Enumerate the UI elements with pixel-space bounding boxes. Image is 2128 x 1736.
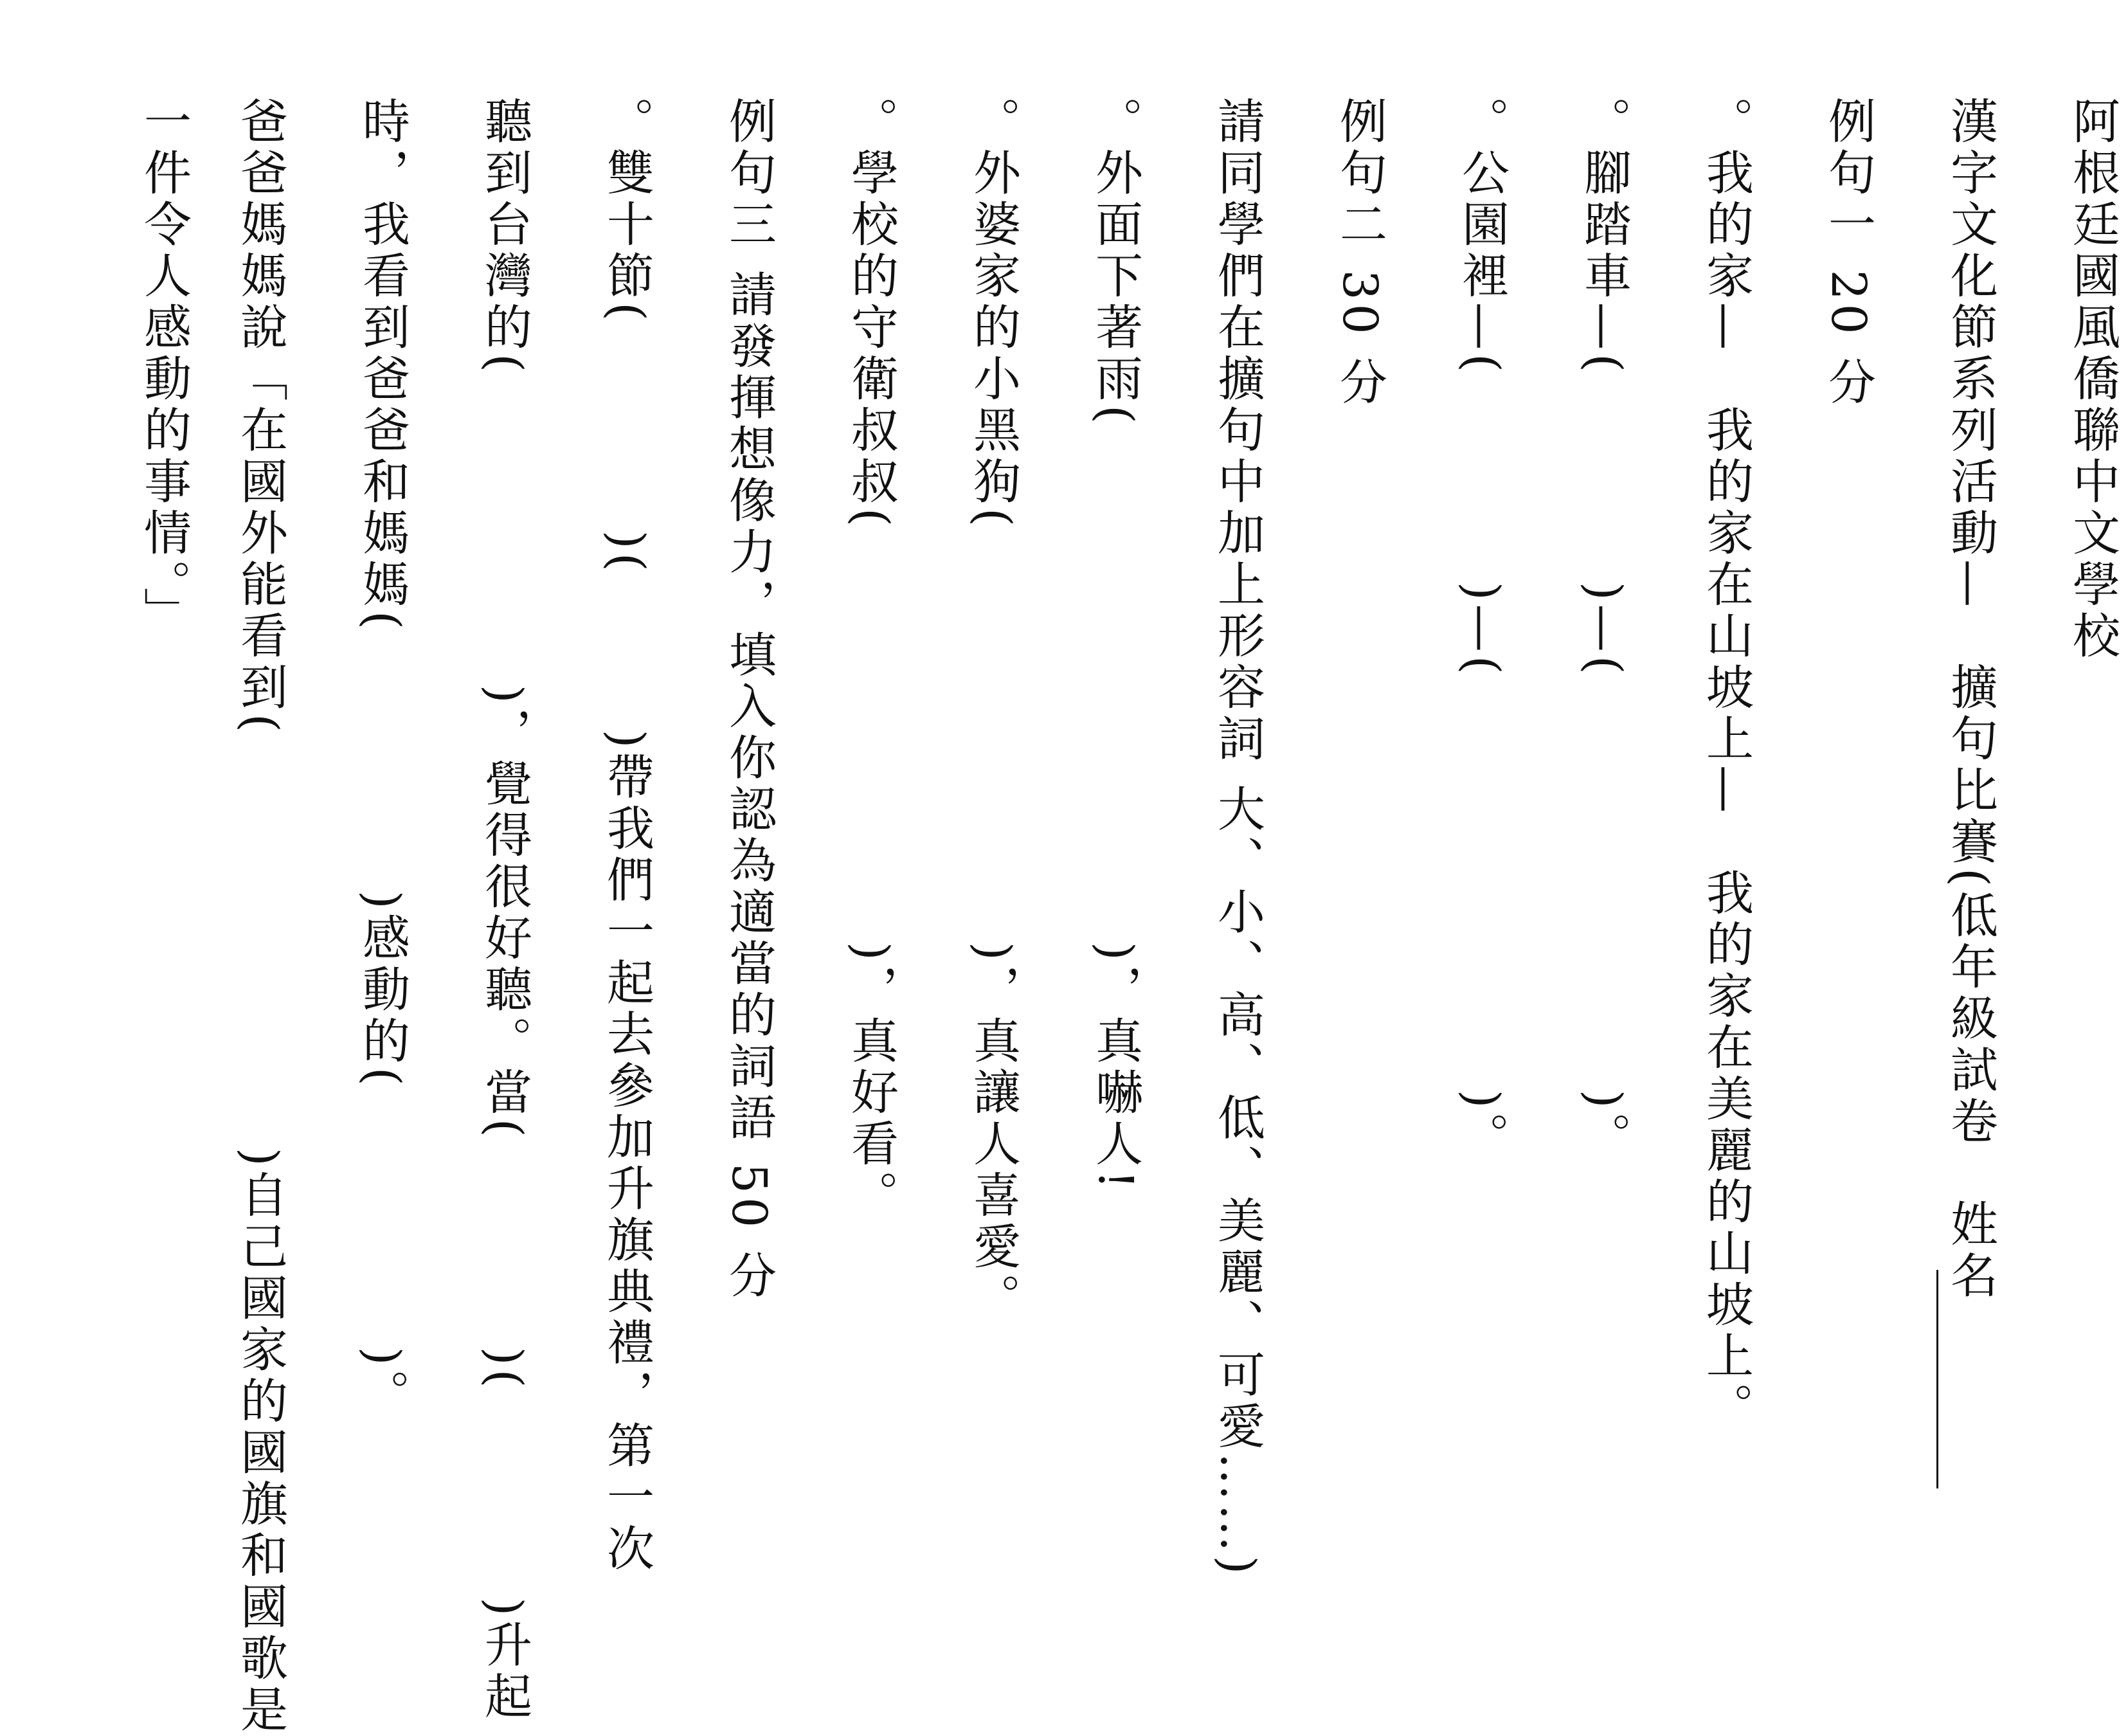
column-text: 聽到台灣的( )，覺得很好聽。當( )( )升起 — [477, 96, 532, 1723]
column-text: 。雙十節( )( )帶我們一起去參加升旗典禮，第一次 — [599, 96, 654, 1575]
column-text: 漢字文化節系列活動— 擴句比賽(低年級試卷 姓名 — [1943, 96, 1998, 1302]
column-text: 例句一 20 分 — [1821, 96, 1876, 409]
column-text: 時，我看到爸爸和媽媽( )感動的( )。 — [355, 96, 410, 1421]
section-heading-example-3 — [701, 96, 797, 1543]
passage-line — [334, 96, 431, 1543]
question-item — [1556, 96, 1652, 1543]
section-heading-example-2 — [1312, 96, 1408, 1543]
question-item — [945, 96, 1041, 1543]
question-item — [1434, 96, 1530, 1543]
column-text: 。我的家— 我的家在山坡上— 我的家在美麗的山坡上。 — [1699, 96, 1754, 1434]
column-text: 請同學們在擴句中加上形容詞 大、小、高、低、美麗、可愛……) — [1210, 96, 1265, 1578]
column-text: 。學校的守衛叔叔( )，真好看。 — [843, 96, 899, 1222]
column-text: 。外婆家的小黑狗( )，真讓人喜愛。 — [966, 96, 1021, 1325]
name-underline — [1936, 1270, 1938, 1488]
question-item — [1067, 96, 1164, 1543]
column-text: 。腳踏車—( )—( )。 — [1576, 96, 1632, 1164]
passage-line — [212, 96, 309, 1736]
column-text: 例句三 請發揮想像力，填入你認為適當的詞語 50 分 — [721, 96, 777, 1302]
passage-line — [579, 96, 675, 1575]
instruction-text — [1189, 96, 1286, 1578]
question-item — [823, 96, 919, 1543]
column-text: 阿根廷國風僑聯中文學校 — [2065, 96, 2120, 662]
column-text: 例句二 30 分 — [1332, 96, 1387, 409]
passage-line — [116, 96, 212, 1543]
column-text: 爸爸媽媽說「在國外能看到( )自己國家的國旗和國歌是 — [233, 96, 288, 1736]
column-text: 。公園裡—( )—( )。 — [1454, 96, 1510, 1164]
school-name — [2044, 96, 2128, 1543]
passage-line — [456, 96, 553, 1723]
column-text: 一件令人感動的事情。」 — [136, 96, 192, 638]
example-item — [1678, 96, 1774, 1543]
section-heading-example-1 — [1800, 96, 1897, 1543]
column-text: 。外面下著雨( )，真嚇人! — [1088, 96, 1143, 1193]
